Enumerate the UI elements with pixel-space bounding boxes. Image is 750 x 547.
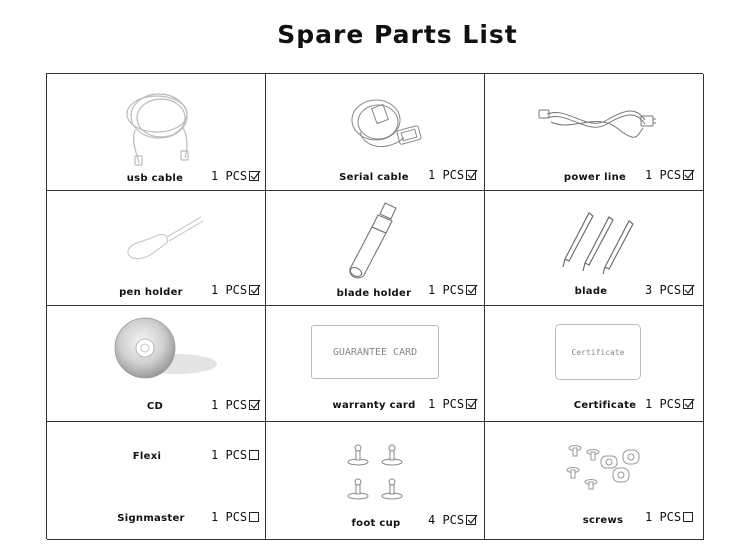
cell-certificate (485, 306, 704, 422)
checkbox-checked[interactable] (683, 170, 693, 180)
blade-icon (559, 209, 639, 275)
checkbox-checked[interactable] (683, 285, 693, 295)
cell-power-line (485, 74, 704, 191)
qty-label: 1 PCS (211, 169, 248, 183)
checkbox-unchecked[interactable] (249, 512, 259, 522)
card-text: GUARANTEE CARD (332, 346, 418, 358)
part-qty (211, 283, 259, 297)
cell-usb-cable (47, 74, 266, 191)
qty-label: 1 PCS (645, 510, 682, 524)
qty-label: 1 PCS (645, 397, 682, 411)
cell-warranty-card (266, 306, 485, 422)
checkbox-checked[interactable] (466, 399, 476, 409)
cell-blade-holder (266, 191, 485, 306)
cell-cd (47, 306, 266, 422)
cd-icon (107, 316, 217, 384)
checkbox-checked[interactable] (466, 285, 476, 295)
cell-blade (485, 191, 704, 306)
part-name: usb cable (126, 173, 184, 184)
checkbox-checked[interactable] (249, 285, 259, 295)
parts-table (46, 73, 703, 539)
card-text: Certificate (571, 347, 625, 357)
warranty-card-icon (311, 325, 439, 379)
part-name: warranty card (332, 400, 416, 411)
qty-label: 1 PCS (211, 510, 248, 524)
part-qty (211, 510, 259, 524)
part-qty (428, 168, 476, 182)
qty-label: 1 PCS (211, 448, 248, 462)
cell-screws (485, 422, 704, 540)
checkbox-checked[interactable] (683, 399, 693, 409)
part-name: screws (582, 515, 624, 526)
cell-software (47, 422, 266, 540)
checkbox-checked[interactable] (466, 515, 476, 525)
foot-cup-icon (344, 442, 410, 506)
part-qty (645, 510, 693, 524)
qty-label: 1 PCS (428, 168, 465, 182)
cell-pen-holder (47, 191, 266, 306)
part-name: pen holder (119, 287, 183, 298)
part-qty (428, 513, 476, 527)
pen-holder-icon (119, 211, 209, 271)
checkbox-unchecked[interactable] (249, 450, 259, 460)
part-qty (211, 398, 259, 412)
qty-label: 1 PCS (428, 397, 465, 411)
qty-label: 1 PCS (428, 283, 465, 297)
part-name: blade (574, 286, 608, 297)
checkbox-checked[interactable] (249, 171, 259, 181)
checkbox-checked[interactable] (466, 170, 476, 180)
qty-label: 1 PCS (211, 398, 248, 412)
qty-label: 1 PCS (645, 168, 682, 182)
page-title: Spare Parts List (277, 20, 518, 49)
part-name: foot cup (351, 518, 401, 529)
serial-cable-icon (346, 92, 436, 162)
part-name: CD (146, 401, 164, 412)
part-name: Flexi (132, 451, 162, 462)
qty-label: 4 PCS (428, 513, 465, 527)
usb-cable-icon (117, 88, 207, 168)
part-qty (428, 283, 476, 297)
part-name: Serial cable (339, 172, 409, 183)
checkbox-unchecked[interactable] (683, 512, 693, 522)
power-line-icon (537, 102, 657, 142)
part-qty (645, 168, 693, 182)
screws-icon (565, 442, 645, 490)
cell-foot-cup (266, 422, 485, 540)
part-qty (645, 283, 693, 297)
part-name: blade holder (336, 288, 412, 299)
certificate-icon (555, 324, 641, 380)
cell-serial-cable (266, 74, 485, 191)
qty-label: 3 PCS (645, 283, 682, 297)
part-name: Certificate (573, 400, 637, 411)
part-name: Signmaster (117, 513, 185, 524)
part-qty (428, 397, 476, 411)
part-qty (645, 397, 693, 411)
part-name: power line (563, 172, 627, 183)
part-qty (211, 448, 259, 462)
qty-label: 1 PCS (211, 283, 248, 297)
blade-holder-icon (334, 201, 414, 281)
part-qty (211, 169, 259, 183)
checkbox-checked[interactable] (249, 400, 259, 410)
